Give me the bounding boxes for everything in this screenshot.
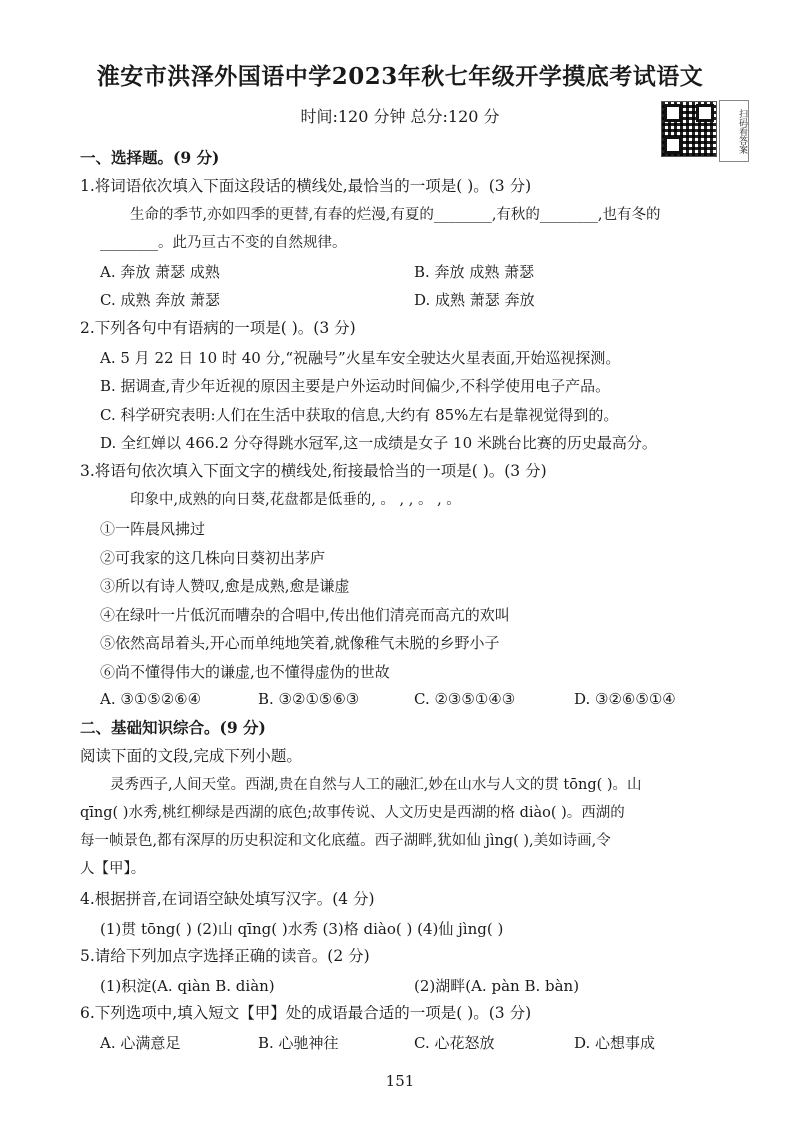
page-number: 151 (385, 1072, 415, 1090)
reading-line-3: 每一帧景色,都有深厚的历史积淀和文化底蕴。西子湖畔,犹如仙 jìng( ),美如诗画,令 (80, 833, 611, 849)
q4-blanks[interactable]: (1)贯 tōng( ) (2)山 qīng( )水秀 (3)格 diào( ) (4)仙 jìng( ) (100, 920, 504, 938)
exam-subtitle: 时间:120 分钟 总分:120 分 (300, 107, 500, 126)
q1-text-line2: ________。此乃亘古不变的自然规律。 (100, 235, 347, 251)
q1-stem: 1.将词语依次填入下面这段话的横线处,最恰当的一项是( )。(3 分) (80, 177, 532, 195)
qr-caption: 扫码看答案 (719, 100, 749, 162)
q6-option-d[interactable]: D. 心想事成 (574, 1034, 656, 1052)
q5-item-1[interactable]: (1)积淀(A. qiàn B. diàn) (100, 977, 275, 995)
q2-stem: 2.下列各句中有语病的一项是( )。(3 分) (80, 319, 356, 337)
section-2-heading: 二、基础知识综合。(9 分) (80, 718, 266, 737)
reading-intro: 阅读下面的文段,完成下列小题。 (80, 747, 302, 765)
reading-line-1: 灵秀西子,人间天堂。西湖,贵在自然与人工的融汇,妙在山水与人文的贯 tōng( )。山 (110, 777, 642, 793)
q3-item-3: ③所以有诗人赞叹,愈是成熟,愈是谦虚 (100, 577, 350, 595)
q3-option-b[interactable]: B. ③②①⑤⑥③ (258, 690, 360, 708)
q3-item-6: ⑥尚不懂得伟大的谦虚,也不懂得虚伪的世故 (100, 663, 390, 681)
exam-title: 淮安市洪泽外国语中学2023年秋七年级开学摸底考试语文 (96, 63, 704, 90)
q1-option-a[interactable]: A. 奔放 萧瑟 成熟 (100, 263, 220, 281)
q3-lead: 印象中,成熟的向日葵,花盘都是低垂的, 。 , , 。 , 。 (130, 492, 461, 508)
q3-option-a[interactable]: A. ③①⑤②⑥④ (100, 690, 202, 708)
reading-line-4: 人【甲】。 (80, 861, 146, 877)
q3-option-d[interactable]: D. ③②⑥⑤①④ (574, 690, 676, 708)
qr-code-icon[interactable] (661, 101, 717, 157)
reading-line-2: qīng( )水秀,桃红柳绿是西湖的底色;故事传说、人文历史是西湖的格 diào( )。西湖的 (80, 805, 625, 821)
q3-item-4: ④在绿叶一片低沉而嘈杂的合唱中,传出他们清亮而高亢的欢叫 (100, 606, 510, 624)
q5-stem: 5.请给下列加点字选择正确的读音。(2 分) (80, 947, 370, 965)
q3-item-1: ①一阵晨风拂过 (100, 520, 206, 538)
section-1-heading: 一、选择题。(9 分) (80, 148, 220, 167)
q1-text-line1: 生命的季节,亦如四季的更替,有春的烂漫,有夏的________,有秋的________,也有冬的 (130, 207, 661, 223)
q1-option-d[interactable]: D. 成熟 萧瑟 奔放 (414, 291, 535, 309)
q3-option-c[interactable]: C. ②③⑤①④③ (414, 690, 516, 708)
q4-stem: 4.根据拼音,在词语空缺处填写汉字。(4 分) (80, 890, 375, 908)
q1-option-b[interactable]: B. 奔放 成熟 萧瑟 (414, 263, 535, 281)
q1-option-c[interactable]: C. 成熟 奔放 萧瑟 (100, 291, 221, 309)
q2-option-a[interactable]: A. 5 月 22 日 10 时 40 分,“祝融号”火星车安全驶达火星表面,开始巡视探测。 (100, 349, 621, 367)
q3-stem: 3.将语句依次填入下面文字的横线处,衔接最恰当的一项是( )。(3 分) (80, 462, 547, 480)
q2-option-b[interactable]: B. 据调查,青少年近视的原因主要是户外运动时间偏少,不科学使用电子产品。 (100, 377, 611, 395)
q2-option-c[interactable]: C. 科学研究表明:人们在生活中获取的信息,大约有 85%左右是靠视觉得到的。 (100, 406, 619, 424)
q6-option-c[interactable]: C. 心花怒放 (414, 1034, 495, 1052)
q6-option-a[interactable]: A. 心满意足 (100, 1034, 181, 1052)
q5-item-2[interactable]: (2)湖畔(A. pàn B. bàn) (414, 977, 580, 995)
q2-option-d[interactable]: D. 全红婵以 466.2 分夺得跳水冠军,这一成绩是女子 10 米跳台比赛的历史最高分。 (100, 434, 657, 452)
q6-option-b[interactable]: B. 心驰神往 (258, 1034, 339, 1052)
q3-item-2: ②可我家的这几株向日葵初出茅庐 (100, 549, 326, 567)
q6-stem: 6.下列选项中,填入短文【甲】处的成语最合适的一项是( )。(3 分) (80, 1004, 532, 1022)
q3-item-5: ⑤依然高昂着头,开心而单纯地笑着,就像稚气未脱的乡野小子 (100, 634, 500, 652)
